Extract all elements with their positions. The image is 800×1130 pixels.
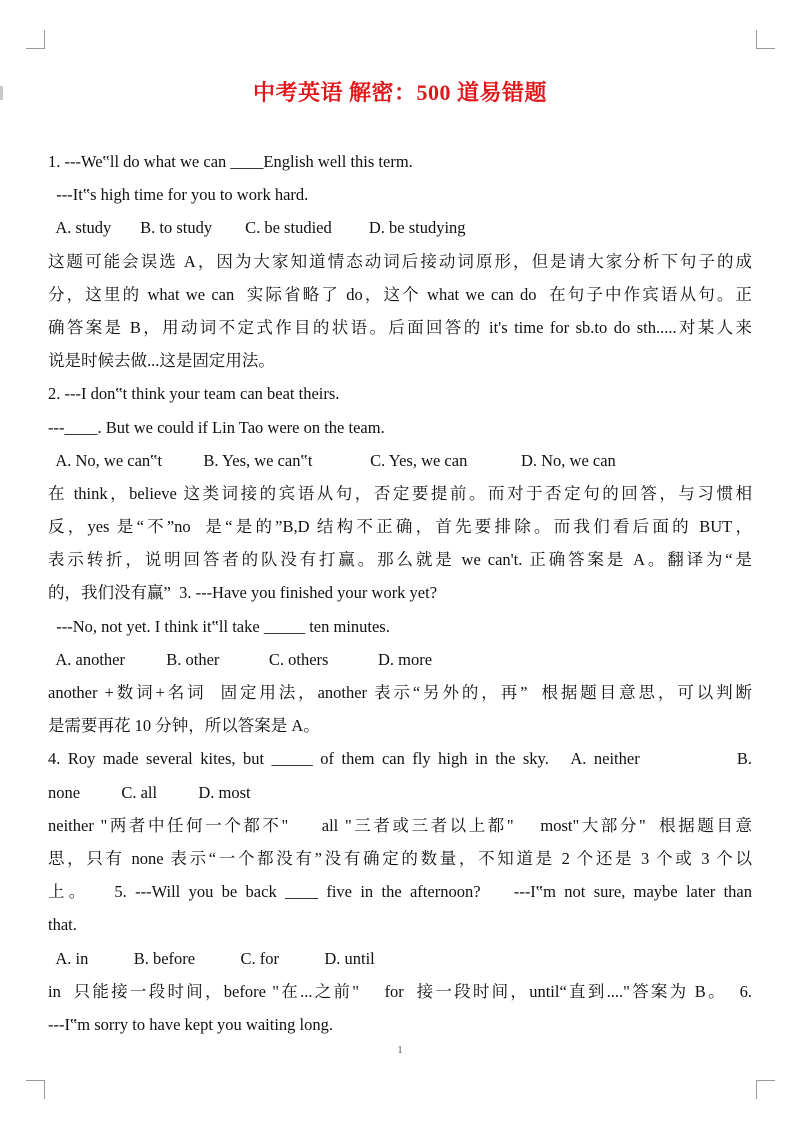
q5-question-end: that. <box>48 915 77 935</box>
q4-explanation-line: neither "两者中任何一个都不" all "三者或三者以上都" most"大部分" 根据题目意 <box>48 815 752 835</box>
q2-explanation-line: 反，yes 是“不”no 是“是的”B,D 结构不正确，首先要排除。而我们看后面的 BUT， <box>48 517 752 537</box>
q1-explanation-line: 说是时候去做...这是固定用法。 <box>48 351 275 371</box>
q1-options: A. study B. to study C. be studied D. be studying <box>48 218 466 238</box>
document-body <box>48 148 752 1044</box>
q3-explanation-line: 是需要再花 10 分钟，所以答案是 A。 <box>48 716 320 736</box>
q4-explanation-line: 思，只有 none 表示“一个都没有”没有确定的数量，不知道是 2 个还是 3 个或 3 个以 <box>48 848 752 868</box>
q2-reply: ---____. But we could if Lin Tao were on the team. <box>48 417 385 437</box>
q2-question: 2. ---I don‟t think your team can beat theirs. <box>48 384 340 404</box>
q4-options: none C. all D. most <box>48 782 251 802</box>
page-title: 中考英语 解密：500 道易错题 <box>252 80 547 105</box>
crop-mark-top-right <box>756 30 775 49</box>
q5-explanation-line: in 只能接一段时间，before "在...之前" for 接一段时间，until“直到...."答案为 B。 6. <box>48 981 752 1001</box>
q1-reply: ---It‟s high time for you to work hard. <box>48 185 309 205</box>
q6-question: ---I‟m sorry to have kept you waiting long. <box>48 1014 334 1034</box>
q2-explanation-line: 表示转折，说明回答者的队没有打赢。那么就是 we can't. 正确答案是 A。翻译为“是 <box>48 550 752 570</box>
q2-explanation-line: 在 think，believe 这类词接的宾语从句，否定要提前。而对于否定句的回答，与习惯相 <box>48 483 752 503</box>
q3-options: A. another B. other C. others D. more <box>48 649 433 669</box>
q1-explanation-line: 这题可能会误选 A，因为大家知道情态动词后接动词原形，但是请大家分析下句子的成 <box>48 251 752 271</box>
q3-reply: ---No, not yet. I think it‟ll take _____ ten minutes. <box>48 616 390 636</box>
page-number: 1 <box>397 1044 403 1056</box>
q1-explanation-line: 确答案是 B，用动词不定式作目的状语。后面回答的 it's time for sb.to do sth.....对某人来 <box>48 317 752 337</box>
q2-options: A. No, we can‟t B. Yes, we can‟t C. Yes, we can D. No, we can <box>48 450 616 470</box>
q1-explanation-line: 分，这里的 what we can 实际省略了 do，这个 what we can do 在句子中作宾语从句。正 <box>48 284 752 304</box>
q5-options: A. in B. before C. for D. until <box>48 948 375 968</box>
crop-mark-bottom-left <box>26 1080 45 1099</box>
q3-explanation-line: another +数词+名词 固定用法，another 表示“另外的，再” 根据题目意思，可以判断 <box>48 683 752 702</box>
q2-explanation-q3-question: 的，我们没有赢” 3. ---Have you finished your work yet? <box>48 583 438 603</box>
q5-question: 上。 5. ---Will you be back ____ five in the afternoon? ---I‟m not sure, maybe later than <box>48 882 752 902</box>
q1-question: 1. ---We‟ll do what we can ____English well this term. <box>48 152 413 171</box>
crop-mark-top-left <box>26 30 45 49</box>
q4-question: 4. Roy made several kites, but _____ of them can fly high in the sky. A. neither B. <box>48 749 752 769</box>
crop-mark-bottom-right <box>756 1080 775 1099</box>
